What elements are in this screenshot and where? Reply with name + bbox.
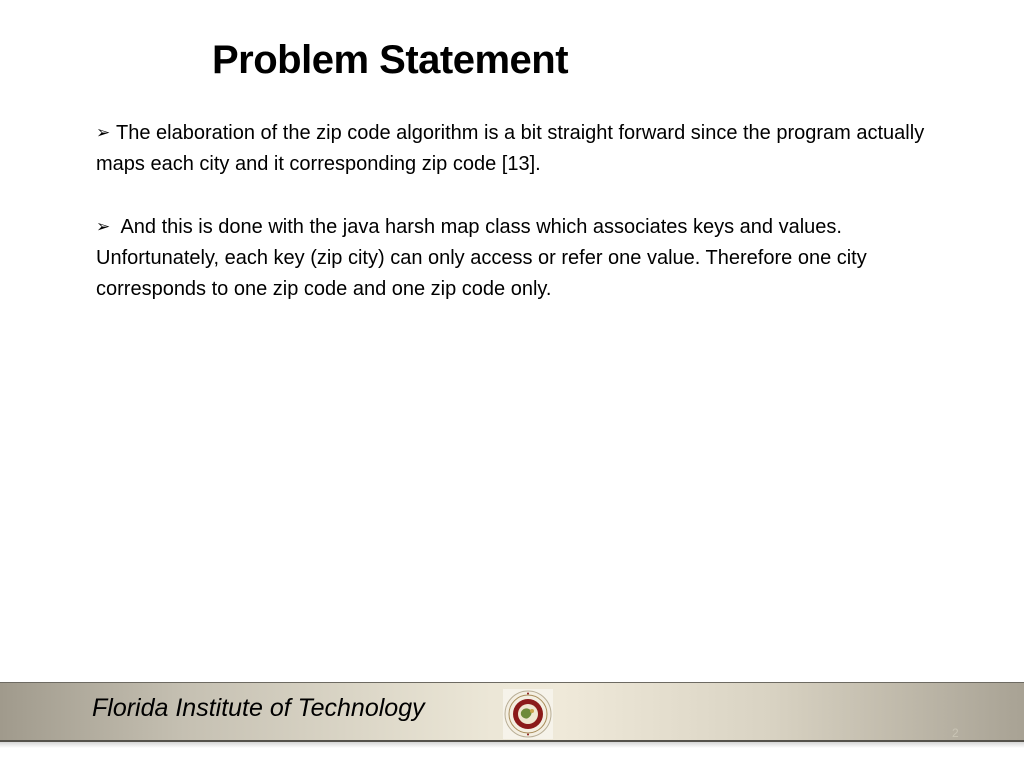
slide-body bbox=[96, 117, 926, 305]
slide-title: Problem Statement bbox=[212, 38, 569, 82]
institute-name: Florida Institute of Technology bbox=[92, 694, 425, 722]
bullet-item-1 bbox=[96, 117, 926, 180]
arrow-bullet-icon: ➢ bbox=[96, 217, 111, 236]
arrow-bullet-icon: ➢ bbox=[96, 123, 111, 142]
page-number: 2 bbox=[952, 726, 959, 740]
footer-bar bbox=[0, 682, 1024, 742]
footer-shadow bbox=[0, 742, 1024, 748]
bullet-text-1: The elaboration of the zip code algorithm is a bit straight forward since the program actually maps each city and it corresponding zip code [13]. bbox=[96, 122, 925, 175]
bullet-text-2: And this is done with the java harsh map class which associates keys and values. Unfortunately, each key (zip city) can only access or refer one value. Therefore one city corresponds to one zip code and one zip code only. bbox=[96, 216, 867, 300]
florida-tech-seal-icon bbox=[503, 689, 553, 739]
bullet-item-2 bbox=[96, 211, 926, 305]
